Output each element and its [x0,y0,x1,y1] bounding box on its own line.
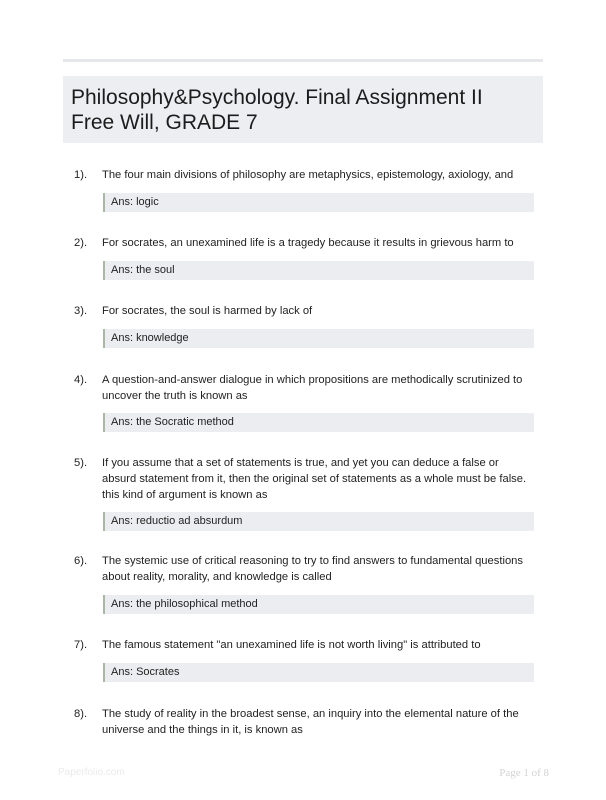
question-number: 4). [74,374,88,386]
answer-box: Ans: Socrates [103,663,534,682]
question-number: 7). [74,639,88,651]
question-number: 2). [74,237,88,249]
footer-watermark: Paperfolio.com [58,767,125,778]
answer-box: Ans: logic [103,193,534,212]
question-number: 8). [74,708,88,720]
question-number: 3). [74,305,88,317]
question-text: The systemic use of critical reasoning to try to find answers to fundamental questions about reality, morality, and knowledge is called [102,555,523,583]
answer-box: Ans: the Socratic method [103,413,534,432]
question-number: 5). [74,457,88,469]
question-text: The famous statement "an unexamined life is not worth living" is attributed to [102,639,481,651]
question-text: If you assume that a set of statements is true, and yet you can deduce a false or absurd statement from it, then the original set of statements as a whole must be false. this kind of argument is known as [102,457,527,501]
document-title [63,76,543,143]
answer-box: Ans: reductio ad absurdum [103,512,534,531]
title-line-1: Philosophy&Psychology. Final Assignment II [71,86,483,109]
question-text: For socrates, an unexamined life is a tragedy because it results in grievous harm to [102,237,514,249]
answer-box: Ans: the philosophical method [103,595,534,614]
top-divider [63,59,543,62]
question-text: For socrates, the soul is harmed by lack of [102,305,313,317]
question-text: The study of reality in the broadest sense, an inquiry into the elemental nature of the universe and the things in it, is known as [102,708,519,736]
answer-box: Ans: knowledge [103,329,534,348]
answer-box: Ans: the soul [103,261,534,280]
question-number: 1). [74,169,88,181]
question-text: A question-and-answer dialogue in which propositions are methodically scrutinized to uncover the truth is known as [102,374,523,402]
title-line-2: Free Will, GRADE 7 [71,111,258,134]
question-text: The four main divisions of philosophy are metaphysics, epistemology, axiology, and [102,169,514,181]
question-number: 6). [74,555,88,567]
page-number: Page 1 of 8 [499,767,549,779]
